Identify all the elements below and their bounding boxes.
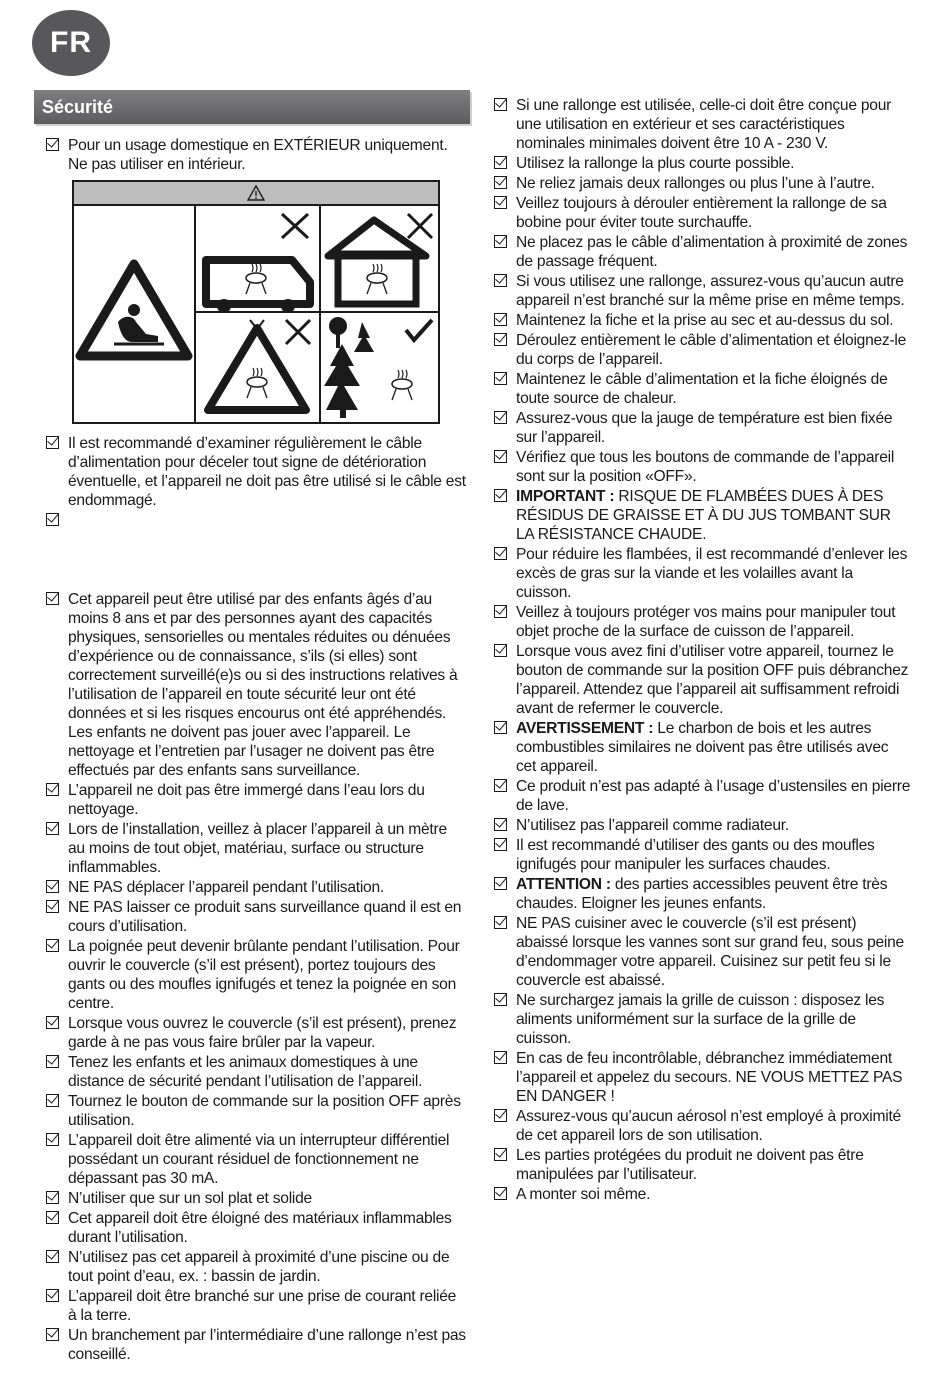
checkbox-icon [494, 411, 507, 424]
list-item: Tenez les enfants et les animaux domestiques à une distance de sécurité pendant l’utilisation de l’appareil. [46, 1053, 466, 1091]
list-item: Si vous utilisez une rallonge, assurez-vous qu’aucun autre appareil n’est branché sur la même prise en même temps. [494, 272, 912, 310]
right-list [494, 96, 912, 486]
checkbox-icon [494, 98, 507, 111]
checkbox-icon [46, 1133, 59, 1146]
tent-grill-forbidden-icon [208, 320, 310, 410]
language-badge: FR [32, 10, 110, 76]
checkbox-icon [494, 235, 507, 248]
list-item [46, 511, 466, 589]
checkbox-icon [46, 900, 59, 913]
list-item: Vérifiez que tous les boutons de commande de l’appareil sont sur la position «OFF». [494, 448, 912, 486]
checkbox-icon [494, 333, 507, 346]
checkbox-icon [494, 916, 507, 929]
warning-bar [74, 182, 438, 206]
camper-van-grill-forbidden-icon [206, 214, 310, 313]
checkbox-icon [494, 993, 507, 1006]
checkbox-icon [494, 176, 507, 189]
person-smoke-warning-icon [80, 264, 188, 356]
list-item: Ne placez pas le câble d’alimentation à proximité de zones de passage fréquent. [494, 233, 912, 271]
list-item: N’utilisez pas l’appareil comme radiateur. [494, 816, 912, 835]
list-item: Maintenez le câble d’alimentation et la fiche éloignés de toute source de chaleur. [494, 370, 912, 408]
warning-item: AVERTISSEMENT : Le charbon de bois et les autres combustibles similaires ne doivent pas être utilisés avec cet appareil. [494, 719, 912, 776]
checkbox-icon [494, 1051, 507, 1064]
outdoor-trees-grill-allowed-icon [324, 317, 432, 418]
checkbox-icon [46, 1055, 59, 1068]
checkbox-icon [46, 822, 59, 835]
right-list [494, 777, 912, 874]
list-item: Il est recommandé d’examiner régulièrement le câble d’alimentation pour déceler tout signe de détérioration éventuelle, et l’appareil ne doit pas être utilisé si le câble est endommagé. [46, 434, 466, 510]
house-grill-forbidden-icon [328, 214, 432, 304]
right-list [494, 545, 912, 718]
checkbox-icon [46, 1016, 59, 1029]
list-item: NE PAS cuisiner avec le couvercle (s’il est présent) abaissé lorsque les vannes sont sur grand feu, sous peine d’endommager votre appareil. Cuisinez sur petit feu si le couvercle est abaissé. [494, 914, 912, 990]
list-item: NE PAS laisser ce produit sans surveillance quand il est en cours d’utilisation. [46, 898, 466, 936]
checkbox-icon [494, 313, 507, 326]
checkbox-icon [46, 880, 59, 893]
checkbox-icon [494, 450, 507, 463]
list-item: N’utiliser que sur un sol plat et solide [46, 1189, 466, 1208]
checkbox-icon [46, 513, 59, 526]
list-item: Cet appareil doit être éloigné des matériaux inflammables durant l’utilisation. [46, 1209, 466, 1247]
list-item: Un branchement par l’intermédiaire d’une rallonge n’est pas conseillé. [46, 1326, 466, 1364]
list-item: Assurez-vous qu’aucun aérosol n’est employé à proximité de cet appareil lors de son utilisation. [494, 1107, 912, 1145]
checkbox-icon [494, 644, 507, 657]
checkbox-icon [494, 779, 507, 792]
list-item: Ne reliez jamais deux rallonges ou plus l’une à l’autre. [494, 174, 912, 193]
checkbox-icon [46, 939, 59, 952]
list-item: Tournez le bouton de commande sur la position OFF après utilisation. [46, 1092, 466, 1130]
list-item: Les parties protégées du produit ne doivent pas être manipulées par l’utilisateur. [494, 1146, 912, 1184]
list-item: A monter soi même. [494, 1185, 912, 1204]
list-item: L’appareil doit être branché sur une prise de courant reliée à la terre. [46, 1287, 466, 1325]
list-item: Lorsque vous avez fini d’utiliser votre appareil, tournez le bouton de commande sur la position OFF puis débranchez l’appareil. Attendez que l’appareil ait suffisamment refroidi avant de refermer le couvercle. [494, 642, 912, 718]
right-list [494, 914, 912, 1204]
checkbox-icon [46, 1211, 59, 1224]
checkbox-icon [494, 605, 507, 618]
section-title: Sécurité [34, 90, 470, 124]
list-item: Pour réduire les flambées, il est recommandé d’enlever les excès de gras sur la viande et les volailles avant la cuisson. [494, 545, 912, 602]
list-item: Utilisez la rallonge la plus courte possible. [494, 154, 912, 173]
list-item: L’appareil ne doit pas être immergé dans l’eau lors du nettoyage. [46, 781, 466, 819]
checkbox-icon [46, 1250, 59, 1263]
list-item: En cas de feu incontrôlable, débranchez immédiatement l’appareil et appelez du secours. NE VOUS METTEZ PAS EN DANGER ! [494, 1049, 912, 1106]
list-item: Ne surchargez jamais la grille de cuisson : disposez les aliments uniformément sur la surface de la grille de cuisson. [494, 991, 912, 1048]
checkbox-icon [46, 1191, 59, 1204]
checkbox-icon [494, 489, 507, 502]
checkbox-icon [46, 783, 59, 796]
list-item: Maintenez la fiche et la prise au sec et au-dessus du sol. [494, 311, 912, 330]
list-item: La poignée peut devenir brûlante pendant l’utilisation. Pour ouvrir le couvercle (s’il est présent), portez toujours des gants ou des moufles ignifugés et tenez la poignée en son centre. [46, 937, 466, 1013]
list-item: L’appareil doit être alimenté via un interrupteur différentiel possédant un courant résiduel de fonctionnement ne dépassant pas 30 mA. [46, 1131, 466, 1188]
checkbox-icon [46, 436, 59, 449]
list-item: Veillez à toujours protéger vos mains pour manipuler tout objet proche de la surface de cuisson de l’appareil. [494, 603, 912, 641]
important-item: IMPORTANT : RISQUE DE FLAMBÉES DUES À DES RÉSIDUS DE GRAISSE ET À DU JUS TOMBANT SUR LA RÉSISTANCE CHAUDE. [494, 487, 912, 544]
left-list [46, 590, 466, 1364]
checkbox-icon [494, 838, 507, 851]
checkbox-icon [494, 372, 507, 385]
checkbox-icon [46, 1328, 59, 1341]
right-column [494, 96, 912, 1205]
list-item: Il est recommandé d’utiliser des gants ou des moufles ignifugés pour manipuler les surfaces chaudes. [494, 836, 912, 874]
checkbox-icon [494, 547, 507, 560]
list-item: Ce produit n’est pas adapté à l’usage d’ustensiles en pierre de lave. [494, 777, 912, 815]
checkbox-icon [494, 196, 507, 209]
checkbox-icon [494, 1148, 507, 1161]
attention-item: ATTENTION : des parties accessibles peuvent être très chaudes. Eloigner les jeunes enfants. [494, 875, 912, 913]
list-item: Déroulez entièrement le câble d’alimentation et éloignez-le du corps de l’appareil. [494, 331, 912, 369]
checkbox-icon [494, 156, 507, 169]
checkbox-icon [494, 877, 507, 890]
list-item: Lorsque vous ouvrez le couvercle (s’il est présent), prenez garde à ne pas vous faire brûler par la vapeur. [46, 1014, 466, 1052]
warning-triangle-icon [247, 185, 265, 201]
left-column [46, 136, 466, 1365]
checkbox-icon [46, 592, 59, 605]
checkbox-icon [494, 818, 507, 831]
checkbox-icon [46, 138, 59, 151]
checkbox-icon [494, 1109, 507, 1122]
list-item: Lors de l’installation, veillez à placer l’appareil à un mètre au moins de tout objet, matériau, surface ou structure inflammables. [46, 820, 466, 877]
checkbox-icon [494, 1187, 507, 1200]
list-item: Veillez toujours à dérouler entièrement la rallonge de sa bobine pour éviter toute surchauffe. [494, 194, 912, 232]
list-item: Si une rallonge est utilisée, celle-ci doit être conçue pour une utilisation en extérieur et ses caractéristiques nominales minimales doivent être 10 A - 230 V. [494, 96, 912, 153]
list-item: Cet appareil peut être utilisé par des enfants âgés d’au moins 8 ans et par des personnes ayant des capacités physiques, sensorielles ou mentales réduites ou dénuées d’expérience ou de connaissance, s’ils (si elles) sont correctement surveillé(e)s ou si des instructions relatives à l’utilisation de l’appareil en toute sécurité leur ont été données et si les risques encourus ont été appréhendés. Les enfants ne doivent pas jouer avec l’appareil. Le nettoyage et l’entretien par l’usager ne doivent pas être effectués par des enfants sans surveillance. [46, 590, 466, 780]
safety-pictogram [72, 180, 440, 424]
list-item: Assurez-vous que la jauge de température est bien fixée sur l’appareil. [494, 409, 912, 447]
list-item: N’utilisez pas cet appareil à proximité d’une piscine ou de tout point d’eau, ex. : bassin de jardin. [46, 1248, 466, 1286]
list-item: Pour un usage domestique en EXTÉRIEUR uniquement. Ne pas utiliser en intérieur. [46, 136, 466, 174]
pictogram-grid [74, 204, 438, 422]
checkbox-icon [494, 274, 507, 287]
checkbox-icon [46, 1289, 59, 1302]
list-item: NE PAS déplacer l’appareil pendant l’utilisation. [46, 878, 466, 897]
checkbox-icon [494, 721, 507, 734]
checkbox-icon [46, 1094, 59, 1107]
